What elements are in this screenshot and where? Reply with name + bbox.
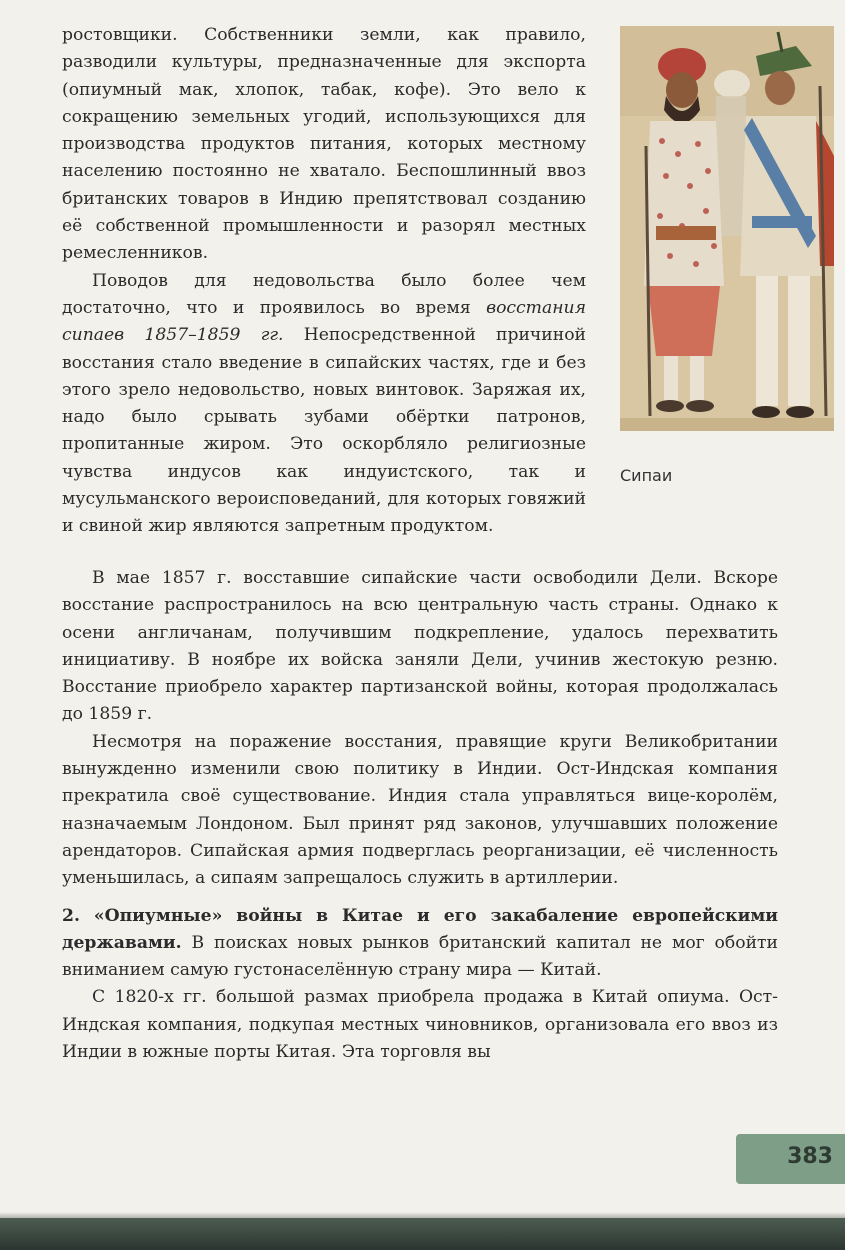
paragraph-2-start: Поводов для недовольства было более чем достаточно, что и проявилось во время [62,270,586,318]
sepoys-picture [620,26,834,431]
text-column-narrow [62,22,586,541]
page-number-tab [736,1134,845,1184]
section-heading: 2. «Опиумные» войны в Китае и его закабаление европейскими державами. [62,905,778,953]
paragraph-2 [62,268,586,541]
sepoy-rebellion-term: восстания сипаев 1857–1859 гг. [62,297,586,346]
sepoys-illustration [620,26,834,431]
page-bottom-edge [0,1218,845,1250]
paragraph-4: Несмотря на поражение восстания, правящие круги Великобритании вынужденно изменили свою политику в Индии. Ост-Индская компания прекратила своё существование. Индия стала управляться вице-королём, назначаемым Лондоном. Был принят ряд законов, улучшавших положение арендаторов. Сипайская армия подверглась реорганизации, её численность уменьшилась, а сипаям запрещалось служить в артиллерии. [62,731,778,889]
section-intro-text: В поисках новых рынков британский капитал не мог обойти вниманием самую густонаселённую страну мира — Китай. [62,932,778,981]
section-paragraph [62,903,778,985]
paragraph-2-end: Непосредственной причиной восстания стало введение в сипайских частях, где и без этого зрело недовольство, новых винтовок. Заряжая их, надо было срывать зубами обёртки патронов, пропитанные жиром. Это оскорбляло религиозные чувства индусов как индуистского, так и мусульманского вероисповеданий, для которых говяжий и свиной жир являются запретным продуктом. [62,325,586,537]
text-column-wide [62,565,778,1066]
section-gap [62,893,778,903]
paragraph-1: ростовщики. Собственники земли, как правило, разводили культуры, предназначенные для экспорта (опиумный мак, хлопок, табак, кофе). Это вело к сокращению земельных угодий, использующихся для производства продуктов питания, которых местному населению постоянно не хватало. Беспошлинный ввоз британских товаров в Индию препятствовал созданию её собственной промышленности и разорял местных ремесленников. [62,25,586,264]
paragraph-3: В мае 1857 г. восставшие сипайские части освободили Дели. Вскоре восстание распространилось на всю центральную часть страны. Однако к осени англичанам, получившим подкрепление, удалось перехватить инициативу. В ноябре их войска заняли Дели, учинив жестокую резню. Восстание приобрело характер партизанской войны, которая продолжалась до 1859 г. [62,568,778,725]
paragraph-5: С 1820-х гг. большой размах приобрела продажа в Китай опиума. Ост-Индская компания, подкупая местных чиновников, организовала его ввоз из Индии в южные порты Китая. Эта торговля вы [62,987,778,1063]
figure-caption: Сипаи [620,466,673,485]
page-number: 383 [787,1144,833,1169]
